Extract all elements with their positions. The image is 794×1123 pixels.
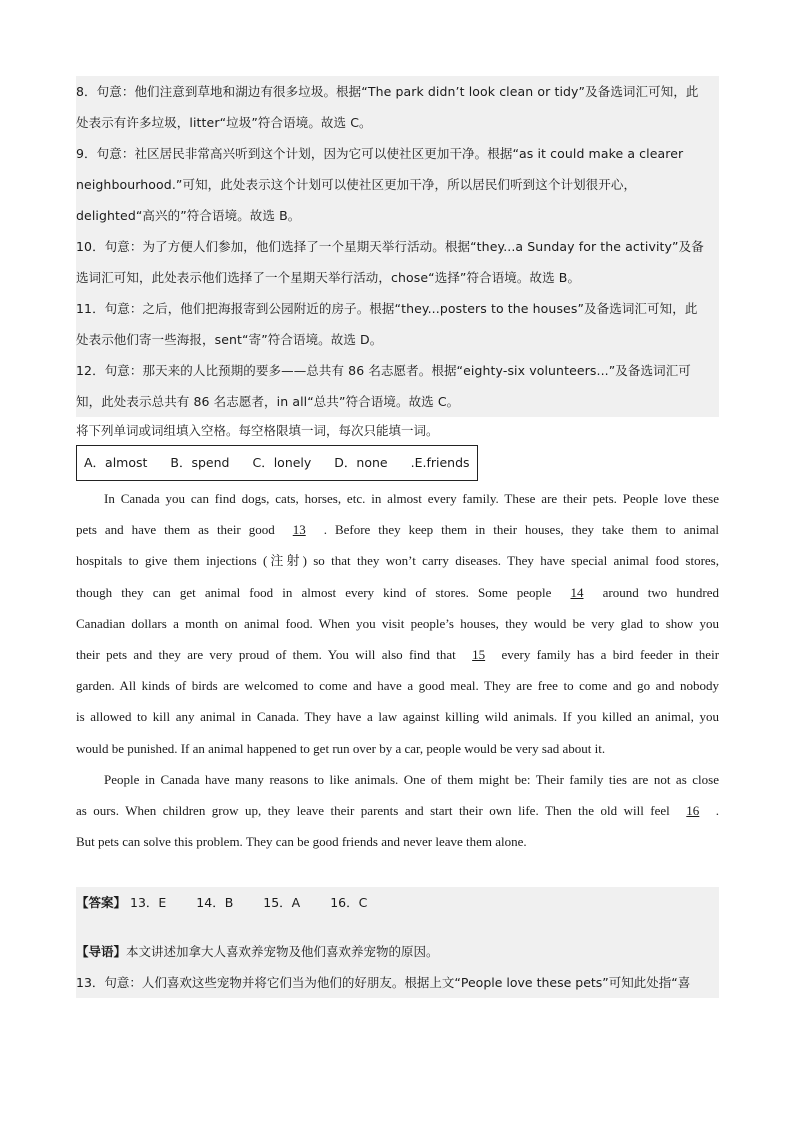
text: every family has a bird feeder in their [501,646,719,662]
spacer [76,857,719,887]
guide-label: 【导语】 [76,944,127,960]
text: pets and have them as their good [76,522,275,538]
explanations-top [76,76,719,417]
blank-13: 13 [292,522,306,538]
passage-p2-line-3: But pets can solve this problem. They can be good friends and never leave them alone. [76,834,527,850]
option-d: D．none [334,455,388,470]
text: . [715,802,719,818]
text: though they can get animal food in almost every kind of stores. Some people [76,584,552,600]
explanation-11-line-2: 处表示他们寄一些海报，sent“寄”符合语境。故选 D。 [76,332,383,347]
answer-line [76,887,719,918]
explanation-11-line-1: 11．句意：之后，他们把海报寄到公园附近的房子。根据“they...posters to the houses”及备选词汇可知，此 [76,301,698,316]
option-b: B．spend [170,455,230,470]
explanation-12-line-2: 知，此处表示总共有 86 名志愿者，in all“总共”符合语境。故选 C。 [76,394,460,409]
passage-p1-line-7: garden. All kinds of birds are welcomed to come and have a good meal. They are free to come and go and nobody [76,678,719,694]
text: . Before they keep them in their houses, they take them to animal [323,522,719,538]
passage-p1-line-5: Canadian dollars a month on animal food. When you visit people’s houses, they would be very glad to show you [76,615,719,631]
guide-text: 本文讲述加拿大人喜欢养宠物及他们喜欢养宠物的原因。 [126,944,439,960]
explanation-10-line-2: 选词汇可知，此处表示他们选择了一个星期天举行活动，chose“选择”符合语境。故选 B。 [76,270,581,285]
passage-p1-line-4 [76,577,719,608]
passage [76,483,719,857]
explanation-8-line-2: 处表示有许多垃圾，litter“垃圾”符合语境。故选 C。 [76,115,372,130]
answer-label: 【答案】 [76,895,127,911]
blank-14: 14 [570,584,584,600]
answer-14: 14．B [196,895,234,911]
explanation-9-line-2: neighbourhood.”可知，此处表示这个计划可以使社区更加干净，所以居民们听到这个计划很开心， [76,177,637,192]
passage-p1-line-8: is allowed to kill any animal in Canada. They have a law against killing wild animals. If you killed an animal, you [76,709,719,725]
passage-p1-line-6 [76,639,719,670]
passage-p1-line-1: In Canada you can find dogs, cats, horses, etc. in almost every family. These are their pets. People love these [104,491,719,506]
text: their pets and they are very proud of them. You will also find that [76,646,456,662]
answer-16: 16．C [330,895,368,911]
answer-13: 13．E [130,895,167,911]
guide-line [76,936,719,967]
passage-p2-line-1: People in Canada have many reasons to like animals. One of them might be: Their family ties are not as close [104,771,719,787]
answer-15: 15．A [263,895,301,911]
explanation-9-line-3: delighted“高兴的”符合语境。故选 B。 [76,208,301,223]
passage-p2-line-2 [76,795,719,826]
document-page [76,76,719,998]
option-a: A．almost [84,455,148,470]
explanation-9-line-1: 9．句意：社区居民非常高兴听到这个计划，因为它可以使社区更加干净。根据“as it could make a clearer [76,146,684,161]
spacer [76,918,719,936]
passage-p1-line-2 [76,514,719,545]
answer-block [76,887,719,998]
option-e: .E.friends [410,455,470,470]
text: as ours. When children grow up, they leave their parents and start their own life. Then the old will feel [76,802,670,818]
option-c: C．lonely [252,455,312,470]
explanation-13: 13．句意：人们喜欢这些宠物并将它们当为他们的好朋友。根据上文“People love these pets”可知此处指“喜 [76,975,691,991]
options-box [76,445,478,481]
passage-p1-line-3: hospitals to give them injections (注射) so that they won’t carry diseases. They have special animal food stores, [76,553,719,569]
blank-15: 15 [472,646,486,662]
passage-p1-line-9: would be punished. If an animal happened to get run over by a car, people would be very sad about it. [76,740,606,756]
explanation-8-line-1: 8．句意：他们注意到草地和湖边有很多垃圾。根据“The park didn’t look clean or tidy”及备选词汇可知，此 [76,84,699,99]
text: around two hundred [602,584,719,600]
explanation-10-line-1: 10．句意：为了方便人们参加，他们选择了一个星期天举行活动。根据“they...a Sunday for the activity”及备 [76,239,704,254]
blank-16: 16 [686,802,700,818]
instruction: 将下列单词或词组填入空格。每空格限填一词，每次只能填一词。 [76,423,439,438]
explanation-12-line-1: 12．句意：那天来的人比预期的要多——总共有 86 名志愿者。根据“eighty-six volunteers...”及备选词汇可 [76,363,691,378]
